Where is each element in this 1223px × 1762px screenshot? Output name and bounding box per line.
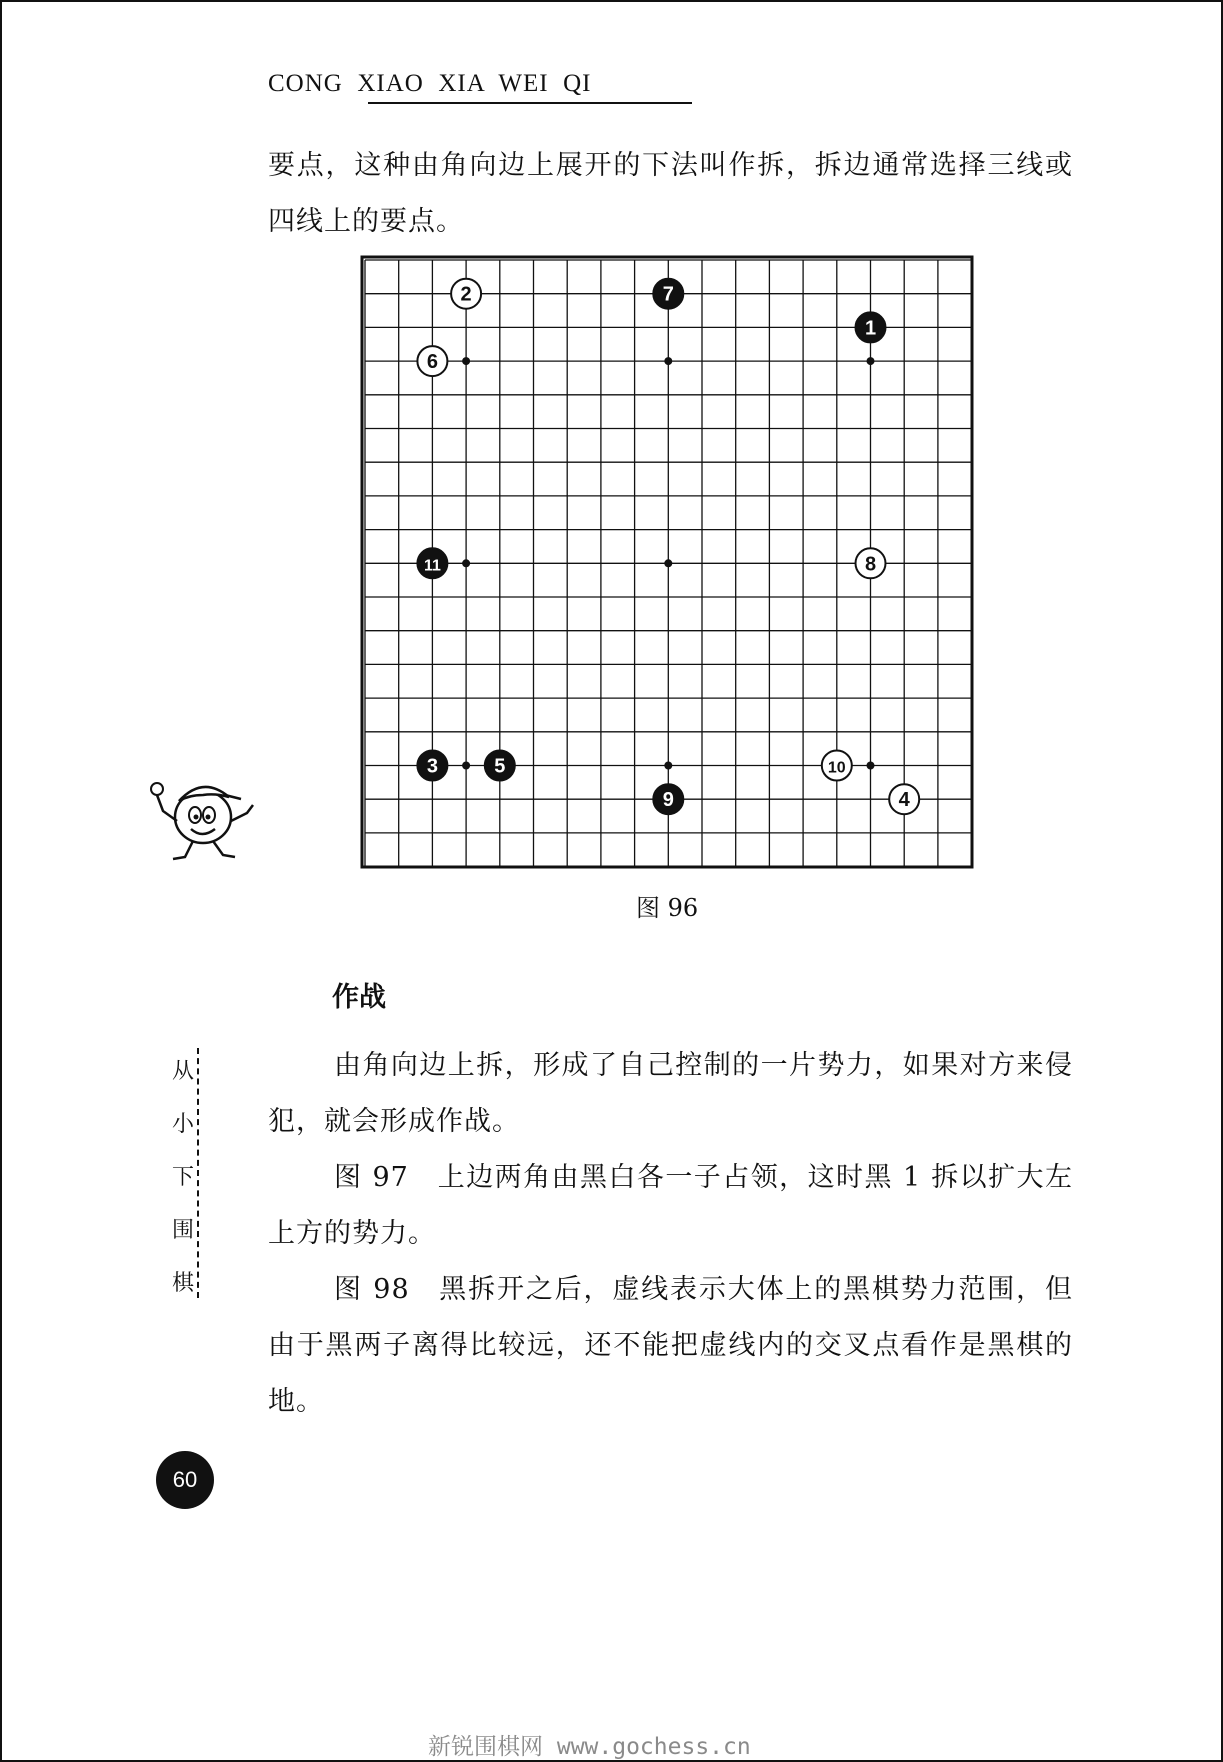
stone-number: 11 [423,557,441,575]
mascot-illustration [145,765,265,865]
spine-dashed-rule [197,1048,199,1298]
hoshi-point [462,559,470,567]
figure-caption: 图 96 [636,894,699,922]
paragraph-combat: 由角向边上拆，形成了自己控制的一片势力，如果对方来侵犯，就会形成作战。 [268,1050,1073,1137]
running-header: CONG XIAO XIA WEI QI [268,70,592,97]
hoshi-point [664,762,672,770]
stone-black-5 [485,751,515,781]
stone-number: 9 [662,789,674,812]
stone-black-3 [417,751,447,781]
paragraph-fig98: 图 98 黑拆开之后，虚线表示大体上的黑棋势力范围，但由于黑两子离得比较远，还不能把虚线内的交叉点看作是黑棋的地。 [268,1274,1073,1417]
spine-char: 围 [171,1218,194,1243]
spine-char: 棋 [171,1271,194,1296]
stone-black-11 [417,548,447,578]
stone-white-4 [889,784,919,814]
stone-number: 1 [864,317,877,340]
stone-number: 10 [827,759,846,777]
stone-white-6 [417,346,447,376]
stone-number: 2 [460,283,472,306]
hoshi-point [462,357,470,365]
spine-char: 从 [171,1059,194,1084]
section-heading: 作战 [332,982,386,1013]
spine-char: 小 [171,1112,194,1137]
stone-white-2 [451,279,481,309]
hoshi-point [867,762,875,770]
stone-black-9 [653,784,683,814]
hoshi-point [664,357,672,365]
spine-char: 下 [171,1165,194,1190]
paragraph-fig97: 图 97 上边两角由黑白各一子占领，这时黑 1 拆以扩大左上方的势力。 [268,1162,1073,1249]
stone-black-1 [856,312,886,342]
stone-white-8 [856,548,886,578]
watermark: 新锐围棋网 www.gochess.cn [428,1734,751,1760]
stone-black-7 [653,279,683,309]
stone-white-10 [822,751,852,781]
stone-number: 4 [898,789,910,812]
hoshi-point [664,559,672,567]
spine-title [168,1045,198,1310]
stone-number: 6 [426,351,438,374]
hoshi-point [867,357,875,365]
stone-number: 5 [494,755,506,778]
paragraph-intro: 要点，这种由角向边上展开的下法叫作拆，拆边通常选择三线或四线上的要点。 [268,150,1073,237]
stone-number: 7 [662,283,674,306]
stone-number: 8 [864,553,877,576]
page-number: 60 [156,1451,214,1509]
hoshi-point [462,762,470,770]
stone-number: 3 [426,755,438,778]
